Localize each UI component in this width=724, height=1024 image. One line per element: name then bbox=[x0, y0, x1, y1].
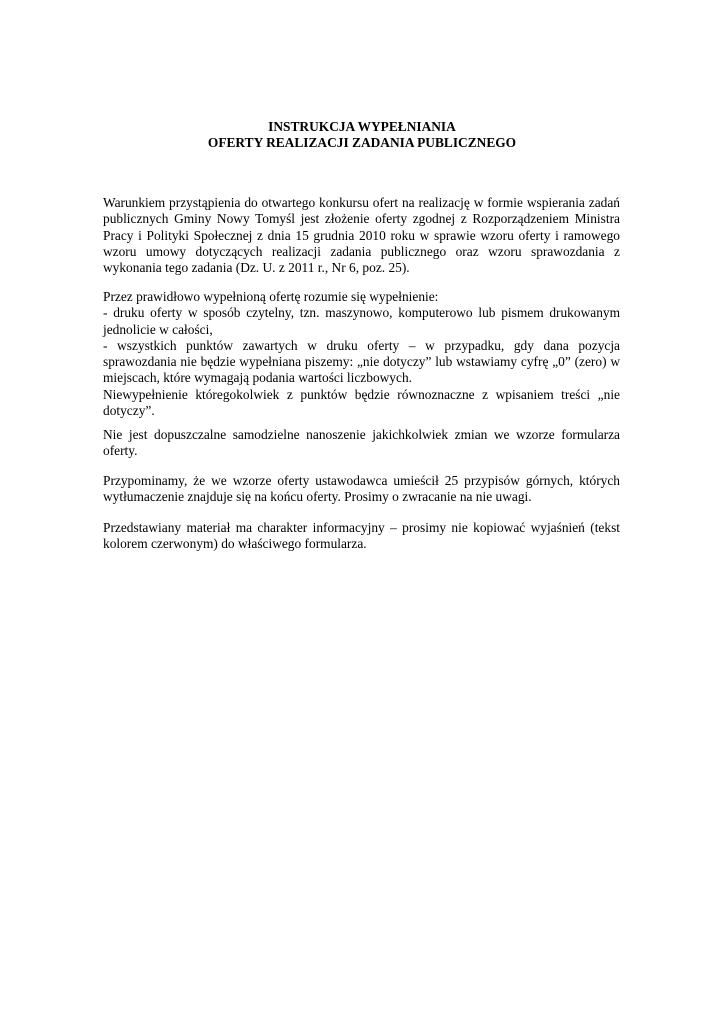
title-line-2: OFERTY REALIZACJI ZADANIA PUBLICZNEGO bbox=[207, 135, 517, 150]
paragraph-footnotes bbox=[103, 473, 620, 506]
paragraph-line: - druku oferty w sposób czytelny, tzn. maszynowo, komputerowo lub pismem drukowanym bbox=[103, 305, 620, 321]
paragraph-line: dotyczy”. bbox=[103, 403, 155, 419]
paragraph-line: Nie jest dopuszczalne samodzielne nanoszenie jakichkolwiek zmian we wzorze formularza bbox=[103, 427, 620, 442]
document-title bbox=[0, 119, 724, 151]
paragraph-line: miejscach, które wymagają podania wartości liczbowych. bbox=[103, 370, 412, 386]
paragraph-line: sprawozdania nie będzie wypełniana piszemy: „nie dotyczy” lub wstawiamy cyfrę „0” (zero) w bbox=[103, 354, 620, 370]
paragraph-line: publicznych Gminy Nowy Tomyśl jest złożenie oferty zgodnej z Rozporządzeniem Ministra bbox=[103, 211, 620, 227]
paragraph-line: Przedstawiany materiał ma charakter informacyjny – prosimy nie kopiować wyjaśnień (tekst bbox=[103, 520, 620, 535]
paragraph-line: oferty. bbox=[103, 443, 138, 459]
paragraph-line: Pracy i Polityki Społecznej z dnia 15 grudnia 2010 roku w sprawie wzoru oferty i ramowego bbox=[103, 227, 620, 243]
paragraph-line: wytłumaczenie znajduje się na końcu oferty. Prosimy o zwracanie na nie uwagi. bbox=[103, 489, 532, 505]
paragraph-line: Przez prawidłowo wypełnioną ofertę rozumie się wypełnienie: bbox=[103, 289, 439, 304]
paragraph-line: - wszystkich punktów zawartych w druku oferty – w przypadku, gdy dana pozycja bbox=[103, 337, 620, 353]
paragraph-line: Przypominamy, że we wzorze oferty ustawodawca umieścił 25 przypisów górnych, których bbox=[103, 473, 620, 488]
paragraph-filling-rules bbox=[103, 289, 620, 419]
paragraph-conditions bbox=[103, 195, 620, 276]
paragraph-line: wykonania tego zadania (Dz. U. z 2011 r., Nr 6, poz. 25). bbox=[103, 260, 410, 276]
paragraph-line: Niewypełnienie któregokolwiek z punktów będzie równoznaczne z wpisaniem treści „nie bbox=[103, 386, 620, 402]
paragraph-line: wzoru umowy dotyczących realizacji zadania publicznego oraz wzoru sprawozdania z bbox=[103, 243, 620, 259]
paragraph-line: kolorem czerwonym) do właściwego formularza. bbox=[103, 536, 367, 552]
paragraph-no-changes bbox=[103, 427, 620, 460]
paragraph-line: jednolicie w całości, bbox=[103, 321, 213, 337]
paragraph-line: Warunkiem przystąpienia do otwartego konkursu ofert na realizację w formie wspierania zadań bbox=[103, 195, 620, 210]
title-line-1: INSTRUKCJA WYPEŁNIANIA bbox=[268, 119, 456, 134]
paragraph-informational bbox=[103, 520, 620, 553]
